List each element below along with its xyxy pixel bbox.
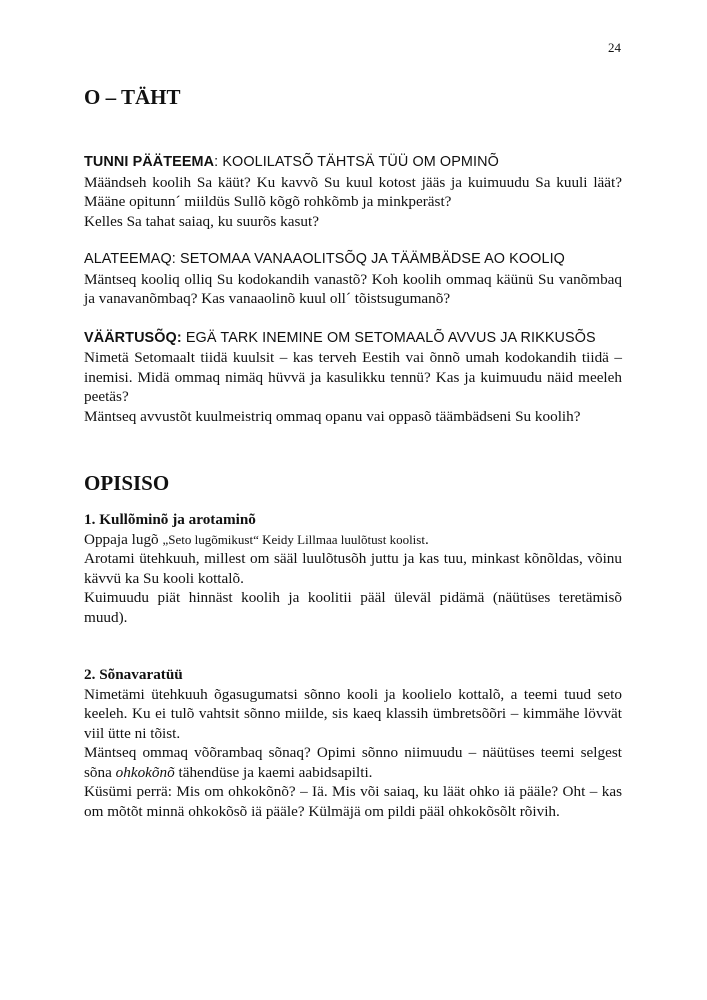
main-topic-block [84, 152, 622, 231]
section-1-lead-end: . [424, 530, 429, 548]
subtopic-paragraph: Mäntseq kooliq olliq Su kodokandih vanastõ? Koh koolih ommaq käünü Su vanõmbaq ja vanavanõmbaq? Kas vanaaolinõ kuul oll´ tõistsugumanõ? [84, 270, 622, 307]
section-2-p2-italic: ohkokõnõ [115, 763, 175, 781]
section-2-paragraph: Küsümi perrä: Mis om ohkokõnõ? – Iä. Mis või saiaq, ku läät ohko iä pääle? Oht – kas om mõtõt minnä ohkokõsõ iä pääle? Külmäjä om pildi pääl ohkokõsõlt rõivih. [84, 783, 622, 820]
main-topic-text: : KOOLILATSÕ TÄHTSÄ TÜÜ OM OPMINÕ [214, 154, 499, 170]
page-content [84, 84, 622, 821]
main-topic-paragraph: Kelles Sa tahat saiaq, ku suurõs kasut? [84, 212, 319, 230]
values-label: VÄÄRTUSÕQ: [84, 329, 182, 346]
section-title: OPISISO [84, 471, 170, 495]
page-number: 24 [608, 40, 621, 55]
main-topic-label: TUNNI PÄÄTEEMA [84, 154, 215, 170]
values-text: EGÄ TARK INEMINE OM SETOMAALÕ AVVUS JA RIKKUSÕS [181, 329, 596, 346]
section-2-title: 2. Sõnavaratüü [84, 666, 183, 683]
subtopic-block [84, 250, 622, 309]
section-2-p2-start: Mäntseq ommaq võõrambaq sõnaq? Opimi sõnno niimuudu – näütüses teemi selgest sõna [84, 744, 622, 781]
values-paragraph: Nimetä Setomaalt tiidä kuulsit – kas terveh Eestih vai õnnõ umah kodokandih tiidä – inemisi. Midä ommaq nimäq hüvvä ja kasulikku tennü? Kas ja kuimuudu näid meeleh peetäs? [84, 349, 622, 405]
main-topic-paragraph: Määndseh koolih Sa käüt? Ku kavvõ Su kuul kotost jääs ja kuimuudu Sa kuuli läät? Määne opitunn´ miildüs Sullõ kõgõ rohkõmb ja minkperäst? [84, 173, 622, 210]
values-block [84, 328, 622, 427]
section-1-quote: „Seto lugõmikust“ Keidy Lillmaa luulõtust koolist [162, 531, 425, 547]
section-2 [84, 665, 622, 821]
section-1 [84, 510, 622, 627]
subtopic-label: ALATEEMAQ: SETOMAA VANAAOLITSÕQ JA TÄÄMBÄDSE AO KOOLIQ [84, 251, 565, 267]
section-2-paragraph [84, 743, 622, 782]
values-paragraph: Mäntseq avvustõt kuulmeistriq ommaq opanu vai oppasõ täämbädseni Su koolih? [84, 407, 581, 425]
section-1-title: 1. Kullõminõ ja arotaminõ [84, 511, 256, 528]
section-1-paragraph: Arotami ütehkuuh, millest om sääl luulõtusõh juttu ja kas tuu, minkast kõnõldas, võinu kävvü ka Su kooli kottalõ. [84, 550, 622, 587]
section-2-p2-end: tähendüse ja kaemi aabidsapilti. [174, 763, 373, 781]
section-2-paragraph: Nimetämi ütehkuuh õgasugumatsi sõnno kooli ja koolielo kottalõ, a teemi tuud seto keeleh. Ku ei tulõ vahtsit sõnno miilde, sis kaeq klassih ümbretsõõri – kimmähe lövvät viil ütte ni tõist. [84, 685, 622, 742]
letter-title: O – TÄHT [84, 85, 181, 109]
section-1-lead: Oppaja lugõ [84, 530, 163, 548]
section-1-paragraph: Kuimuudu piät hinnäst koolih ja koolitii pääl üleväl pidämä (näütüses teretämisõ muud). [84, 589, 622, 626]
